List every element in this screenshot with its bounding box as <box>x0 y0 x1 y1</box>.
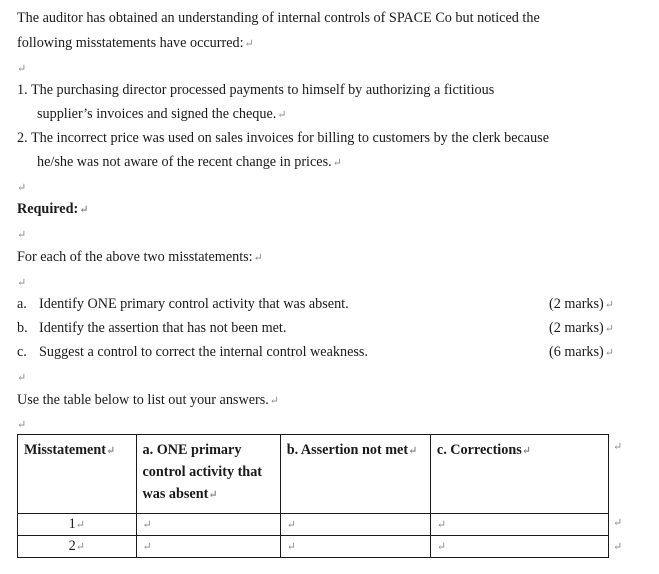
answer-cell-a[interactable]: ↵ <box>136 514 280 536</box>
task-a-marks: (2 marks)↵ <box>549 296 614 312</box>
row-end-mark: ↵ <box>613 441 623 453</box>
paragraph-mark: ↵ <box>17 63 27 75</box>
for-each-line: For each of the above two misstatements:↵ <box>17 249 263 265</box>
paragraph-mark: ↵ <box>17 419 27 431</box>
header-control-activity: a. ONE primary control activity that was absent↵ <box>136 435 280 514</box>
required-heading: Required:↵ <box>17 201 89 217</box>
answer-cell-c[interactable]: ↵ <box>430 536 608 558</box>
misstatement-1: 1. The purchasing director processed payments to himself by authorizing a fictitious <box>17 82 495 98</box>
paragraph-mark: ↵ <box>17 277 27 289</box>
row-number-cell[interactable]: 1↵ <box>18 514 137 536</box>
paragraph-mark: ↵ <box>17 182 27 194</box>
answer-table <box>17 434 609 558</box>
paragraph-mark: ↵ <box>17 229 27 241</box>
answer-cell-b[interactable]: ↵ <box>280 514 430 536</box>
header-corrections: c. Corrections↵ <box>430 435 608 514</box>
row-end-mark: ↵ <box>613 517 623 529</box>
misstatement-2: 2. The incorrect price was used on sales invoices for billing to customers by the clerk because <box>17 130 550 146</box>
task-b-marks: (2 marks)↵ <box>549 320 614 336</box>
task-a: a. Identify ONE primary control activity that was absent. <box>17 296 349 312</box>
table-intro: Use the table below to list out your answers.↵ <box>17 392 279 408</box>
header-misstatement: Misstatement↵ <box>18 435 137 514</box>
answer-cell-b[interactable]: ↵ <box>280 536 430 558</box>
row-end-mark: ↵ <box>613 541 623 553</box>
intro-line-2: following misstatements have occurred:↵ <box>17 35 254 51</box>
table-row <box>18 536 609 558</box>
row-number-cell[interactable]: 2↵ <box>18 536 137 558</box>
misstatement-2-cont: he/she was not aware of the recent change in prices.↵ <box>37 154 342 170</box>
intro-line-1: The auditor has obtained an understanding of internal controls of SPACE Co but noticed the <box>17 10 540 26</box>
task-c-marks: (6 marks)↵ <box>549 344 614 360</box>
paragraph-mark: ↵ <box>17 372 27 384</box>
answer-cell-a[interactable]: ↵ <box>136 536 280 558</box>
answer-cell-c[interactable]: ↵ <box>430 514 608 536</box>
misstatement-1-cont: supplier’s invoices and signed the cheque.↵ <box>37 106 287 122</box>
table-header-row <box>18 435 609 514</box>
task-b: b. Identify the assertion that has not been met. <box>17 320 287 336</box>
table-row <box>18 514 609 536</box>
header-assertion: b. Assertion not met↵ <box>280 435 430 514</box>
task-c: c. Suggest a control to correct the internal control weakness. <box>17 344 368 360</box>
